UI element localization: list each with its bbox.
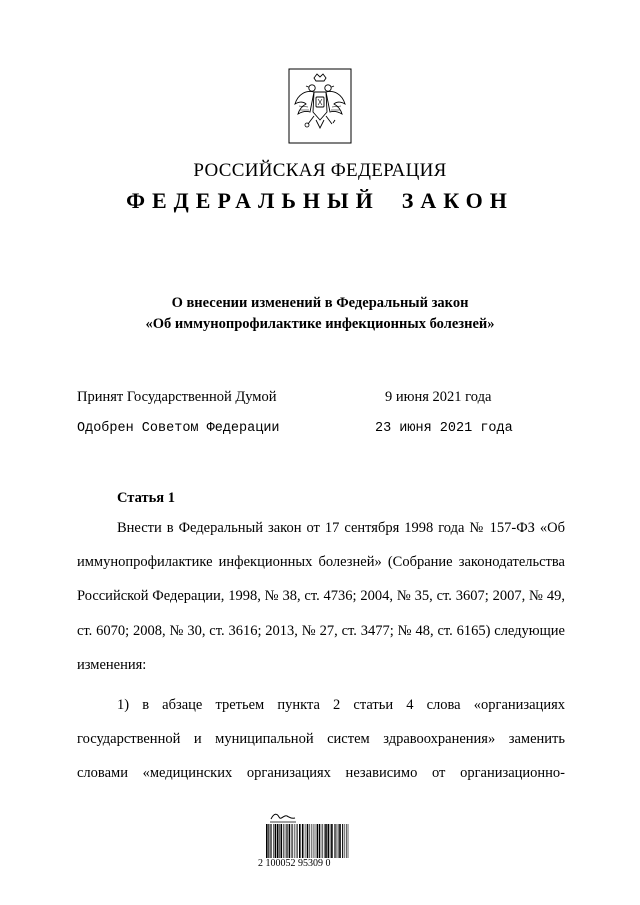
barcode-bar bbox=[348, 824, 349, 858]
barcode-number: 2 100052 95309 0 bbox=[258, 858, 331, 869]
barcode-bar bbox=[273, 824, 274, 858]
barcode-bar bbox=[268, 824, 269, 858]
barcode-bar bbox=[339, 824, 341, 858]
barcode-bar bbox=[309, 824, 310, 858]
barcode-bar bbox=[279, 824, 280, 858]
barcode-bar bbox=[319, 824, 320, 858]
barcode-bar bbox=[328, 824, 330, 858]
barcode-bar bbox=[275, 824, 277, 858]
barcode-bar bbox=[270, 824, 271, 858]
barcode-mark-icon bbox=[268, 810, 298, 824]
barcode-bar bbox=[307, 824, 309, 858]
barcode-bar bbox=[345, 824, 346, 858]
barcode-bar bbox=[325, 824, 327, 858]
coat-of-arms-icon bbox=[288, 68, 352, 144]
barcode-bar bbox=[286, 824, 287, 858]
article-paragraph-2-text: 1) в абзаце третьем пункта 2 статьи 4 слова «организациях государственной и муниципальной систем здравоохранения» заменить словами «медицинских организациях независимо от организационно- bbox=[77, 697, 565, 782]
adoption-date-council: 23 июня 2021 года bbox=[375, 421, 513, 436]
barcode-bar bbox=[281, 824, 283, 858]
law-title-word-2: ЗАКОН bbox=[401, 188, 514, 213]
barcode-bar bbox=[338, 824, 339, 858]
barcode-bar bbox=[305, 824, 306, 858]
barcode-bar bbox=[342, 824, 343, 858]
barcode-bar bbox=[313, 824, 314, 858]
barcode-bar bbox=[324, 824, 325, 858]
country-name: РОССИЙСКАЯ ФЕДЕРАЦИЯ bbox=[193, 160, 447, 181]
barcode-bar bbox=[346, 824, 347, 858]
article-paragraph-1-text: Внести в Федеральный закон от 17 сентября 1998 года № 157-ФЗ «Об иммунопрофилактике инфекционных болезней» (Собрание законодательства Российской Федерации, 1998, № 38, ст. 4736; 2004, № 35, ст. 3607; 2007, № 49, ст. 6070; 2008, № 30, ст. 3616; 2013, № 27, ст. 3477; № 48, ст. 6165) следующие изменения: bbox=[77, 520, 565, 673]
law-subject bbox=[0, 293, 640, 335]
barcode-bar bbox=[277, 824, 279, 858]
article-heading: Статья 1 bbox=[117, 490, 175, 506]
barcode-bar bbox=[321, 824, 322, 858]
barcode-bar bbox=[322, 824, 323, 858]
law-title bbox=[0, 188, 640, 214]
barcode-bar bbox=[285, 824, 286, 858]
law-subject-line-1: О внесении изменений в Федеральный закон bbox=[171, 295, 469, 311]
barcode-bar bbox=[299, 824, 301, 858]
barcode-icon bbox=[265, 824, 349, 858]
barcode-bar bbox=[266, 824, 268, 858]
barcode-bar bbox=[337, 824, 338, 858]
adoption-label-duma: Принят Государственной Думой bbox=[77, 389, 277, 405]
barcode-bar bbox=[297, 824, 298, 858]
barcode-bar bbox=[271, 824, 272, 858]
barcode-bar bbox=[330, 824, 331, 858]
barcode-bar bbox=[302, 824, 304, 858]
barcode-bar bbox=[331, 824, 333, 858]
barcode-bar bbox=[287, 824, 288, 858]
law-title-word-1: ФЕДЕРАЛЬНЫЙ bbox=[126, 188, 380, 213]
barcode-bar bbox=[283, 824, 284, 858]
adoption-label-council: Одобрен Советом Федерации bbox=[77, 421, 280, 436]
barcode-bar bbox=[289, 824, 291, 858]
barcode-bar bbox=[335, 824, 336, 858]
law-subject-line-2: «Об иммунопрофилактике инфекционных болезней» bbox=[145, 316, 495, 332]
barcode-bar bbox=[317, 824, 319, 858]
barcode-bar bbox=[334, 824, 335, 858]
adoption-date-duma: 9 июня 2021 года bbox=[385, 389, 492, 405]
barcode-bar bbox=[311, 824, 312, 858]
barcode-bar bbox=[315, 824, 316, 858]
article-paragraph-2 bbox=[77, 688, 565, 825]
article-paragraph-1 bbox=[77, 511, 565, 682]
barcode-bar bbox=[294, 824, 295, 858]
barcode-bar bbox=[292, 824, 293, 858]
barcode-bar bbox=[296, 824, 297, 858]
